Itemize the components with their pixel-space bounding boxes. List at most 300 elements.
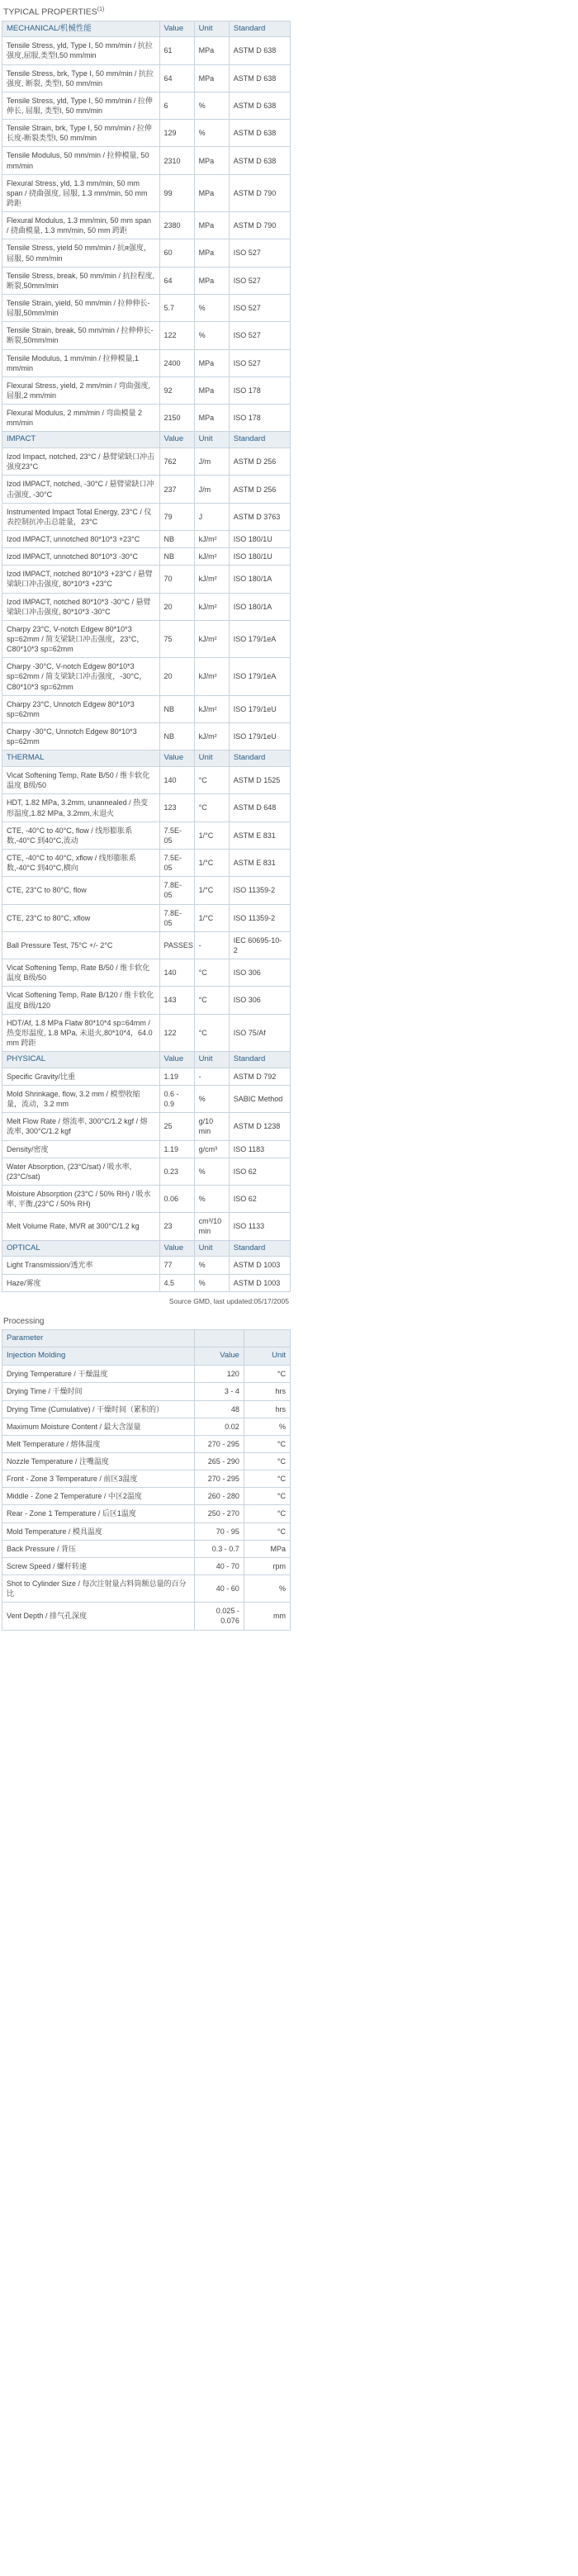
parameter-value: 120 <box>194 1366 244 1383</box>
property-name: Ball Pressure Test, 75°C +/- 2°C <box>2 931 160 959</box>
table-row <box>2 904 291 931</box>
table-row <box>2 1435 291 1452</box>
property-standard: ISO 1183 <box>229 1140 290 1158</box>
section-header-impact <box>2 432 291 448</box>
parameter-value: 0.025 - 0.076 <box>194 1603 244 1630</box>
property-name: Tensile Stress, yld, Type I, 50 mm/min / 抗拉强度,屈服,类型I,50 mm/min <box>2 37 160 64</box>
parameter-value: 270 - 295 <box>194 1435 244 1452</box>
property-unit: % <box>194 322 229 349</box>
column-header-value: Value <box>159 751 194 767</box>
property-unit: J/m <box>194 448 229 476</box>
property-standard: ISO 527 <box>229 239 290 267</box>
property-name: Vicat Softening Temp, Rate B/50 / 维卡软化温度 B级/50 <box>2 959 160 987</box>
property-unit: J/m <box>194 476 229 503</box>
property-name: CTE, 23°C to 80°C, xflow <box>2 904 160 931</box>
parameter-name: Shot to Cylinder Size / 每次注射量占料筒额总量的百分比 <box>2 1574 195 1602</box>
table-row <box>2 1140 291 1158</box>
property-standard: SABIC Method <box>229 1086 290 1113</box>
parameter-name: Back Pressure / 背压 <box>2 1540 195 1557</box>
section-header-injection-molding <box>2 1347 291 1366</box>
table-row <box>2 620 291 657</box>
property-name: CTE, 23°C to 80°C, flow <box>2 877 160 904</box>
property-unit: - <box>194 931 229 959</box>
table-row <box>2 767 291 794</box>
property-name: HDT/Af, 1.8 MPa Flatw 80*10*4 sp=64mm / 热变形温度, 1.8 MPa, 未退火,80*10*4，64.0 mm 跨距 <box>2 1014 160 1051</box>
column-header-value: Value <box>159 1240 194 1257</box>
property-name: Tensile Strain, break, 50 mm/min / 拉伸伸长-断裂,50mm/min <box>2 322 160 349</box>
property-name: Tensile Stress, brk, Type I, 50 mm/min / 抗拉强度, 断裂, 类型I, 50 mm/min <box>2 64 160 92</box>
parameter-value: 3 - 4 <box>194 1383 244 1400</box>
property-name: Density/密度 <box>2 1140 160 1158</box>
property-unit: g/cm³ <box>194 1140 229 1158</box>
table-row <box>2 723 291 751</box>
property-value: 23 <box>159 1213 194 1240</box>
table-row <box>2 987 291 1014</box>
parameter-header-row <box>2 1329 291 1347</box>
column-header-value: Value <box>194 1347 244 1366</box>
property-standard: ASTM D 3763 <box>229 503 290 530</box>
parameter-name: Vent Depth / 排气孔深度 <box>2 1603 195 1630</box>
property-value: 140 <box>159 767 194 794</box>
parameter-value: 0.02 <box>194 1418 244 1435</box>
table-row <box>2 1383 291 1400</box>
property-value: 4.5 <box>159 1274 194 1291</box>
property-value: 2310 <box>159 147 194 174</box>
property-unit: 1/°C <box>194 822 229 849</box>
property-unit: kJ/m² <box>194 695 229 722</box>
property-standard: ASTM D 648 <box>229 794 290 822</box>
table-row <box>2 120 291 147</box>
property-standard: ASTM D 1003 <box>229 1274 290 1291</box>
property-name: Water Absorption, (23°C/sat) / 吸水率, (23°C/sat) <box>2 1158 160 1185</box>
property-value: 20 <box>159 658 194 695</box>
property-standard: ASTM D 256 <box>229 476 290 503</box>
properties-body <box>2 21 291 1291</box>
property-standard: ISO 179/1eU <box>229 695 290 722</box>
column-header-unit: Unit <box>194 432 229 448</box>
section-title: IMPACT <box>2 432 160 448</box>
parameter-unit: °C <box>244 1470 290 1488</box>
property-name: Tensile Stress, yield 50 mm/min / 抗я强度，屈服, 50 mm/min <box>2 239 160 267</box>
parameter-name: Drying Time / 干燥时间 <box>2 1383 195 1400</box>
typical-properties-table <box>2 21 291 1292</box>
property-standard: ASTM D 256 <box>229 448 290 476</box>
table-row <box>2 1158 291 1185</box>
table-row <box>2 1213 291 1240</box>
table-row <box>2 566 291 593</box>
table-row <box>2 877 291 904</box>
table-row <box>2 212 291 239</box>
property-name: Specific Gravity/比重 <box>2 1068 160 1085</box>
property-name: Izod IMPACT, unnotched 80*10*3 +23°C <box>2 531 160 548</box>
parameter-unit: °C <box>244 1488 290 1505</box>
parameter-unit: mm <box>244 1603 290 1630</box>
parameter-unit: % <box>244 1574 290 1602</box>
table-row <box>2 448 291 476</box>
property-value: 122 <box>159 322 194 349</box>
property-name: Charpy 23°C, V-notch Edgew 80*10*3 sp=62mm / 简支梁缺口冲击强度，23°C，C80*10*3 sp=62mm <box>2 620 160 657</box>
table-row <box>2 1452 291 1470</box>
property-unit: 1/°C <box>194 877 229 904</box>
table-row <box>2 1400 291 1418</box>
property-name: Izod IMPACT, unnotched 80*10*3 -30°C <box>2 548 160 566</box>
property-name: Haze/雾度 <box>2 1274 160 1291</box>
property-unit: °C <box>194 987 229 1014</box>
property-standard: ASTM E 831 <box>229 849 290 876</box>
property-value: 99 <box>159 174 194 211</box>
table-row <box>2 1522 291 1540</box>
property-name: Vicat Softening Temp, Rate B/120 / 维卡软化温度 B级/120 <box>2 987 160 1014</box>
property-standard: ISO 75/Af <box>229 1014 290 1051</box>
property-standard: ASTM D 1003 <box>229 1257 290 1274</box>
property-name: Izod IMPACT, notched, -30°C / 悬臂梁缺口冲击强度, -30°C <box>2 476 160 503</box>
table-row <box>2 147 291 174</box>
property-unit: MPa <box>194 405 229 432</box>
property-unit: kJ/m² <box>194 566 229 593</box>
property-standard: ISO 180/1A <box>229 593 290 620</box>
property-name: Tensile Stress, yld, Type I, 50 mm/min / 拉伸伸长, 屈服, 类型I, 50 mm/min <box>2 92 160 119</box>
property-standard: ISO 527 <box>229 322 290 349</box>
section-header-optical <box>2 1240 291 1257</box>
parameter-value: 40 - 60 <box>194 1574 244 1602</box>
table-row <box>2 931 291 959</box>
property-value: 7.5E-05 <box>159 822 194 849</box>
table-row <box>2 1470 291 1488</box>
parameter-unit: hrs <box>244 1383 290 1400</box>
property-standard: ISO 11359-2 <box>229 904 290 931</box>
property-standard: ASTM D 1525 <box>229 767 290 794</box>
section-title: MECHANICAL/机械性能 <box>2 21 160 37</box>
property-name: Light Transmission/透光率 <box>2 1257 160 1274</box>
parameter-name: Mold Temperature / 模具温度 <box>2 1522 195 1540</box>
property-value: 143 <box>159 987 194 1014</box>
table-row <box>2 1113 291 1140</box>
property-unit: % <box>194 1186 229 1213</box>
property-unit: % <box>194 1158 229 1185</box>
parameter-unit: MPa <box>244 1540 290 1557</box>
parameter-name: Maximum Moisture Content / 最大含湿量 <box>2 1418 195 1435</box>
property-value: 7.8E-05 <box>159 877 194 904</box>
parameter-unit: °C <box>244 1522 290 1540</box>
property-name: Izod IMPACT, notched 80*10*3 +23°C / 悬臂梁缺口冲击强度, 80*10*3 +23°C <box>2 566 160 593</box>
property-standard: ISO 62 <box>229 1186 290 1213</box>
property-unit: MPa <box>194 174 229 211</box>
table-row <box>2 1366 291 1383</box>
property-unit: kJ/m² <box>194 658 229 695</box>
parameter-name: Drying Time (Cumulative) / 干燥时间（累积的） <box>2 1400 195 1418</box>
property-standard: IEC 60695-10-2 <box>229 931 290 959</box>
column-header-standard: Standard <box>229 1240 290 1257</box>
property-value: 0.06 <box>159 1186 194 1213</box>
section-title: Injection Molding <box>2 1347 195 1366</box>
property-standard: ISO 179/1eA <box>229 620 290 657</box>
property-unit: MPa <box>194 349 229 376</box>
property-value: 0.23 <box>159 1158 194 1185</box>
property-unit: MPa <box>194 267 229 294</box>
property-value: 5.7 <box>159 294 194 321</box>
property-value: PASSES <box>159 931 194 959</box>
page-title-footnote: (1) <box>97 7 105 12</box>
property-name: Instrumented Impact Total Energy, 23°C / 仪表控制抗冲击总能量，23°C <box>2 503 160 530</box>
property-standard: ISO 180/1U <box>229 548 290 566</box>
property-unit: % <box>194 92 229 119</box>
property-unit: g/10 min <box>194 1113 229 1140</box>
property-value: 129 <box>159 120 194 147</box>
column-header-unit: Unit <box>194 1240 229 1257</box>
parameter-name: Melt Temperature / 熔体温度 <box>2 1435 195 1452</box>
table-row <box>2 531 291 548</box>
property-standard: ASTM D 790 <box>229 174 290 211</box>
table-row <box>2 1505 291 1522</box>
property-value: 1.19 <box>159 1068 194 1085</box>
parameter-value: 0.3 - 0.7 <box>194 1540 244 1557</box>
property-standard: ASTM D 790 <box>229 212 290 239</box>
column-header-standard: Standard <box>229 1052 290 1068</box>
property-standard: ASTM D 638 <box>229 64 290 92</box>
parameter-unit: hrs <box>244 1400 290 1418</box>
property-unit: kJ/m² <box>194 620 229 657</box>
property-value: NB <box>159 531 194 548</box>
table-row <box>2 1574 291 1602</box>
property-unit: cm³/10 min <box>194 1213 229 1240</box>
property-unit: °C <box>194 794 229 822</box>
property-unit: kJ/m² <box>194 531 229 548</box>
parameter-header-spacer-2 <box>244 1329 290 1347</box>
property-value: NB <box>159 548 194 566</box>
property-unit: - <box>194 1068 229 1085</box>
property-name: Charpy -30°C, Unnotch Edgew 80*10*3 sp=62mm <box>2 723 160 751</box>
property-standard: ISO 1133 <box>229 1213 290 1240</box>
property-name: Flexural Stress, yield, 2 mm/min / 弯曲强度,屈服,2 mm/min <box>2 376 160 404</box>
table-row <box>2 658 291 695</box>
property-value: 7.8E-05 <box>159 904 194 931</box>
column-header-standard: Standard <box>229 751 290 767</box>
parameter-unit: °C <box>244 1452 290 1470</box>
table-row <box>2 959 291 987</box>
property-unit: kJ/m² <box>194 548 229 566</box>
property-unit: MPa <box>194 212 229 239</box>
property-value: 140 <box>159 959 194 987</box>
parameter-header-label: Parameter <box>2 1329 195 1347</box>
column-header-standard: Standard <box>229 21 290 37</box>
parameter-value: 260 - 280 <box>194 1488 244 1505</box>
property-standard: ASTM D 792 <box>229 1068 290 1085</box>
table-row <box>2 1488 291 1505</box>
property-standard: ISO 306 <box>229 959 290 987</box>
property-unit: MPa <box>194 37 229 64</box>
property-name: CTE, -40°C to 40°C, xflow / 线形膨胀系数,-40°C 到40°C,横向 <box>2 849 160 876</box>
table-row <box>2 294 291 321</box>
property-name: Melt Flow Rate / 熔流率, 300°C/1.2 kgf / 熔流率, 300°C/1.2 kgf <box>2 1113 160 1140</box>
property-name: Moisture Absorption (23°C / 50% RH) / 吸水率, 平衡,(23°C / 50% RH) <box>2 1186 160 1213</box>
property-unit: % <box>194 1086 229 1113</box>
property-standard: ISO 178 <box>229 405 290 432</box>
property-standard: ASTM D 638 <box>229 92 290 119</box>
property-value: 0.6 - 0.9 <box>159 1086 194 1113</box>
property-name: Tensile Modulus, 50 mm/min / 拉伸模量, 50 mm/min <box>2 147 160 174</box>
section-title: OPTICAL <box>2 1240 160 1257</box>
property-standard: ASTM D 1238 <box>229 1113 290 1140</box>
table-row <box>2 376 291 404</box>
table-row <box>2 405 291 432</box>
property-name: Flexural Stress, yld, 1.3 mm/min, 50 mm span / 挠曲强度, 屈服, 1.3 mm/min, 50 mm 跨距 <box>2 174 160 211</box>
property-value: 123 <box>159 794 194 822</box>
processing-table <box>2 1329 291 1631</box>
property-name: Tensile Modulus, 1 mm/min / 拉伸模量,1 mm/min <box>2 349 160 376</box>
column-header-unit: Unit <box>244 1347 290 1366</box>
property-value: 7.5E-05 <box>159 849 194 876</box>
property-value: 122 <box>159 1014 194 1051</box>
page-title-text: TYPICAL PROPERTIES <box>3 7 97 17</box>
parameter-unit: rpm <box>244 1557 290 1574</box>
table-row <box>2 476 291 503</box>
table-row <box>2 267 291 294</box>
parameter-name: Front - Zone 3 Temperature / 前区3温度 <box>2 1470 195 1488</box>
parameter-value: 70 - 95 <box>194 1522 244 1540</box>
parameter-name: Nozzle Temperature / 注嘴温度 <box>2 1452 195 1470</box>
property-value: 64 <box>159 267 194 294</box>
property-value: 1.19 <box>159 1140 194 1158</box>
parameter-name: Middle - Zone 2 Temperature / 中区2温度 <box>2 1488 195 1505</box>
property-unit: % <box>194 294 229 321</box>
property-value: NB <box>159 695 194 722</box>
property-standard: ISO 180/1A <box>229 566 290 593</box>
parameter-value: 40 - 70 <box>194 1557 244 1574</box>
table-row <box>2 1274 291 1291</box>
property-name: Mold Shrinkage, flow, 3.2 mm / 模塑收缩量，流动，3.2 mm <box>2 1086 160 1113</box>
processing-title: Processing <box>3 1316 45 1326</box>
property-standard: ISO 11359-2 <box>229 877 290 904</box>
table-row <box>2 548 291 566</box>
section-header-mechanical <box>2 21 291 37</box>
table-row <box>2 1068 291 1085</box>
table-row <box>2 37 291 64</box>
property-name: Izod IMPACT, notched 80*10*3 -30°C / 悬臂梁缺口冲击强度, 80*10*3 -30°C <box>2 593 160 620</box>
property-standard: ISO 527 <box>229 294 290 321</box>
parameter-unit: °C <box>244 1505 290 1522</box>
property-standard: ISO 179/1eU <box>229 723 290 751</box>
table-row <box>2 1557 291 1574</box>
section-header-physical <box>2 1052 291 1068</box>
property-name: Flexural Modulus, 2 mm/min / 弯曲模量 2 mm/min <box>2 405 160 432</box>
source-note: Source GMD, last updated:05/17/2005 <box>168 1296 289 1305</box>
property-standard: ASTM D 638 <box>229 37 290 64</box>
property-value: 77 <box>159 1257 194 1274</box>
section-header-thermal <box>2 751 291 767</box>
property-name: Tensile Strain, yield, 50 mm/min / 拉伸伸长-屈服,50mm/min <box>2 294 160 321</box>
table-row <box>2 1603 291 1630</box>
table-row <box>2 849 291 876</box>
column-header-value: Value <box>159 432 194 448</box>
property-name: Flexural Modulus, 1.3 mm/min, 50 mm span / 挠曲模量, 1.3 mm/min, 50 mm 跨距 <box>2 212 160 239</box>
property-value: 25 <box>159 1113 194 1140</box>
property-standard: ASTM D 638 <box>229 120 290 147</box>
parameter-value: 270 - 295 <box>194 1470 244 1488</box>
property-value: 92 <box>159 376 194 404</box>
property-value: 79 <box>159 503 194 530</box>
property-value: 2150 <box>159 405 194 432</box>
property-unit: MPa <box>194 147 229 174</box>
property-value: 60 <box>159 239 194 267</box>
property-value: 2380 <box>159 212 194 239</box>
property-unit: °C <box>194 959 229 987</box>
table-row <box>2 64 291 92</box>
table-row <box>2 322 291 349</box>
property-name: Tensile Strain, brk, Type I, 50 mm/min / 拉伸长度-断裂类型I, 50 mm/min <box>2 120 160 147</box>
property-name: Melt Volume Rate, MVR at 300°C/1.2 kg <box>2 1213 160 1240</box>
property-name: CTE, -40°C to 40°C, flow / 线形膨胀系数,-40°C 到40°C,流动 <box>2 822 160 849</box>
section-title: PHYSICAL <box>2 1052 160 1068</box>
table-row <box>2 92 291 119</box>
property-value: 75 <box>159 620 194 657</box>
table-row <box>2 349 291 376</box>
table-row <box>2 593 291 620</box>
parameter-unit: % <box>244 1418 290 1435</box>
property-value: 64 <box>159 64 194 92</box>
property-unit: % <box>194 1274 229 1291</box>
parameter-unit: °C <box>244 1366 290 1383</box>
property-name: Vicat Softening Temp, Rate B/50 / 维卡软化温度 B级/50 <box>2 767 160 794</box>
property-value: 762 <box>159 448 194 476</box>
property-standard: ISO 527 <box>229 349 290 376</box>
section-title: THERMAL <box>2 751 160 767</box>
column-header-unit: Unit <box>194 1052 229 1068</box>
property-unit: MPa <box>194 64 229 92</box>
property-unit: MPa <box>194 239 229 267</box>
parameter-value: 265 - 290 <box>194 1452 244 1470</box>
parameter-unit: °C <box>244 1435 290 1452</box>
property-value: NB <box>159 723 194 751</box>
column-header-unit: Unit <box>194 21 229 37</box>
property-value: 61 <box>159 37 194 64</box>
table-row <box>2 1540 291 1557</box>
parameter-name: Screw Speed / 螺杆转速 <box>2 1557 195 1574</box>
property-unit: % <box>194 1257 229 1274</box>
parameter-value: 250 - 270 <box>194 1505 244 1522</box>
property-unit: kJ/m² <box>194 593 229 620</box>
property-standard: ISO 306 <box>229 987 290 1014</box>
processing-body <box>2 1329 291 1630</box>
property-name: Tensile Stress, break, 50 mm/min / 抗拉程度,断裂,50mm/min <box>2 267 160 294</box>
property-unit: °C <box>194 767 229 794</box>
table-row <box>2 503 291 530</box>
property-value: 70 <box>159 566 194 593</box>
parameter-name: Rear - Zone 1 Temperature / 后区1温度 <box>2 1505 195 1522</box>
table-row <box>2 822 291 849</box>
property-value: 237 <box>159 476 194 503</box>
table-row <box>2 1014 291 1051</box>
property-standard: ASTM D 638 <box>229 147 290 174</box>
table-row <box>2 1186 291 1213</box>
property-unit: kJ/m² <box>194 723 229 751</box>
table-row <box>2 1086 291 1113</box>
column-header-value: Value <box>159 1052 194 1068</box>
property-name: Izod Impact, notched, 23°C / 悬臂梁缺口冲击强度23°C <box>2 448 160 476</box>
property-value: 6 <box>159 92 194 119</box>
table-row <box>2 239 291 267</box>
table-row <box>2 695 291 722</box>
parameter-header-spacer <box>194 1329 244 1347</box>
property-standard: ISO 178 <box>229 376 290 404</box>
property-value: 20 <box>159 593 194 620</box>
table-row <box>2 794 291 822</box>
property-standard: ISO 62 <box>229 1158 290 1185</box>
property-unit: 1/°C <box>194 904 229 931</box>
table-row <box>2 174 291 211</box>
property-standard: ISO 527 <box>229 267 290 294</box>
page-title <box>2 5 576 21</box>
column-header-unit: Unit <box>194 751 229 767</box>
